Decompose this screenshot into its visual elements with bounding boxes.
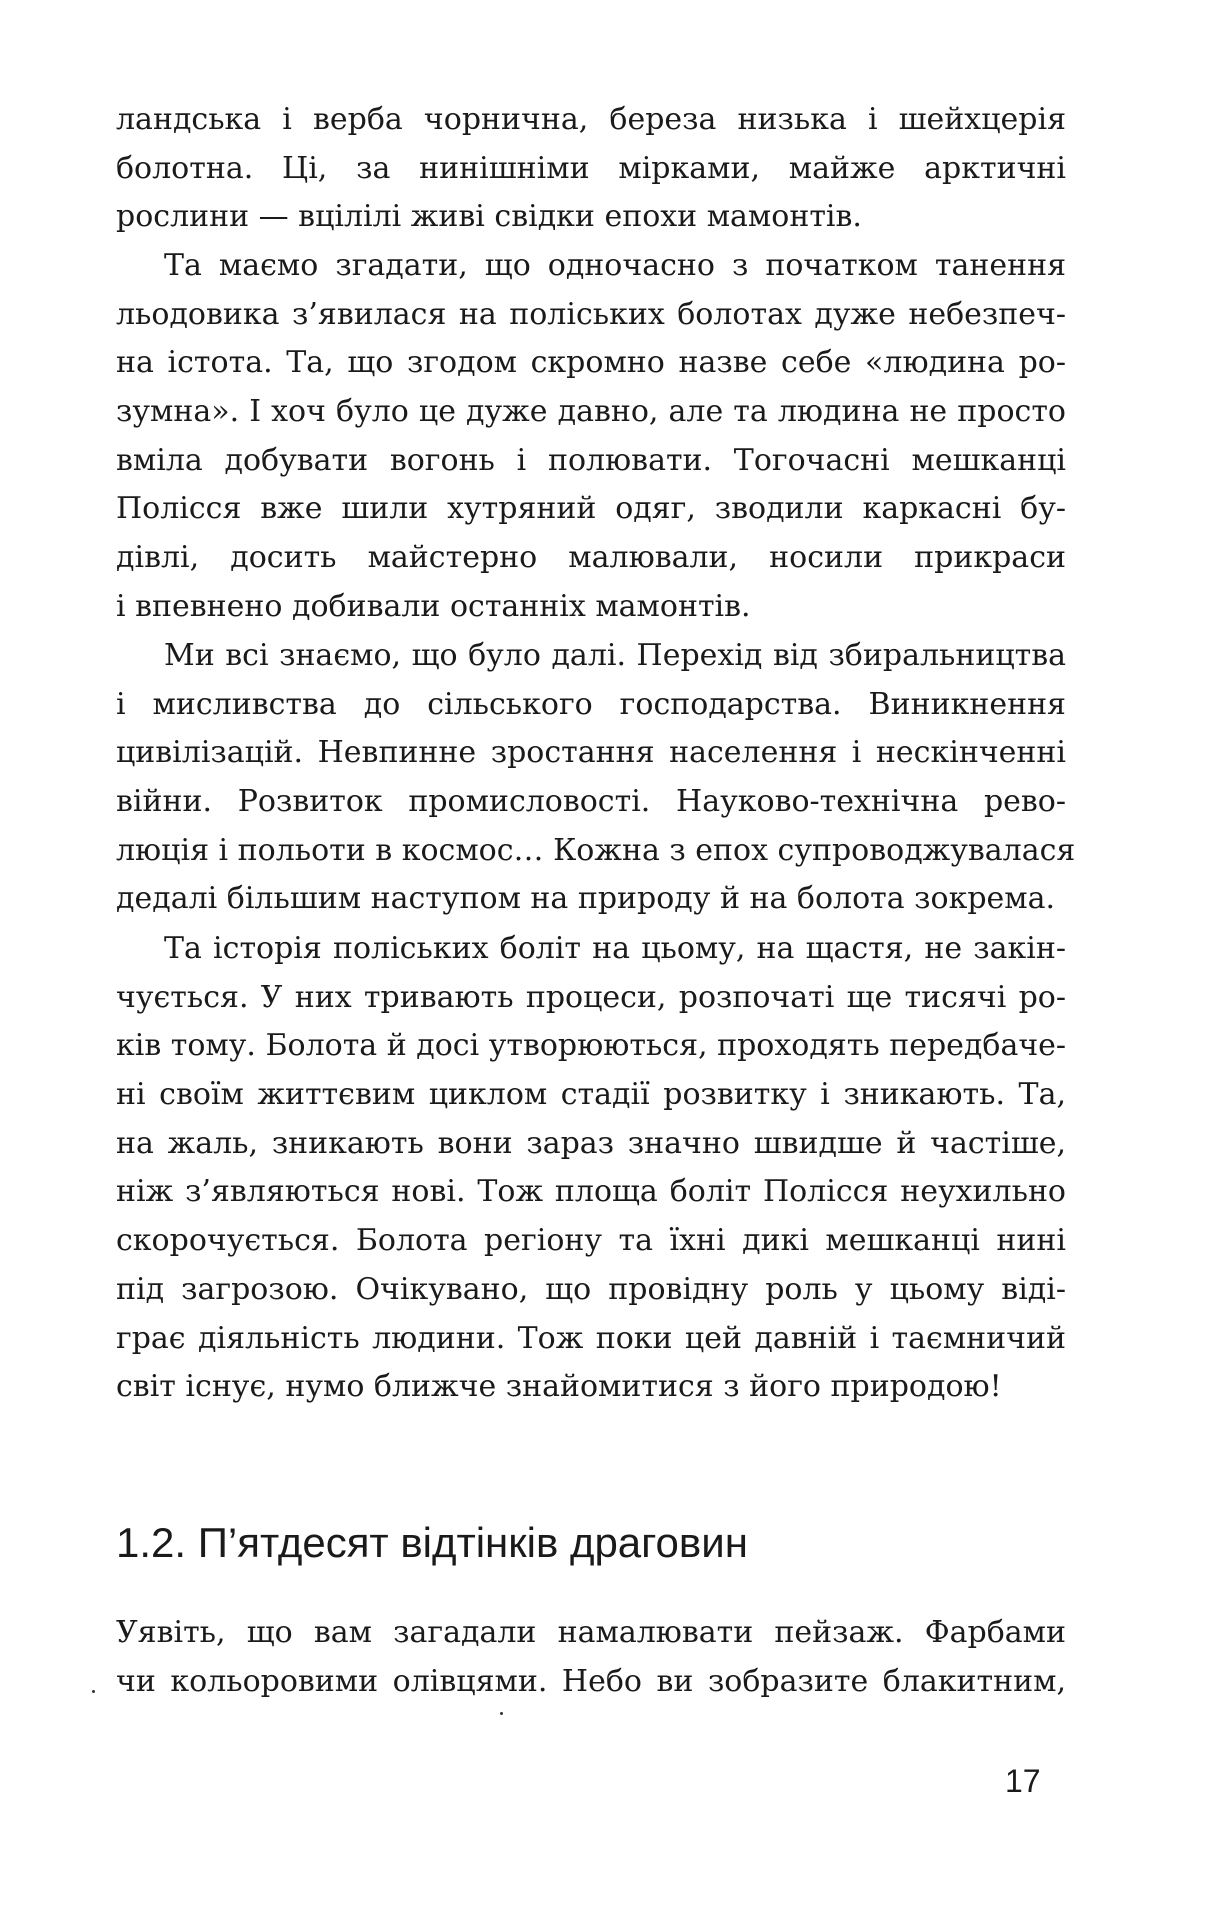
text-line: ніж з’являються нові. Тож площа боліт Полісся неухильно [116,1174,1066,1210]
text-line: цивілізацій. Невпинне зростання населення і нескінченні [116,735,1066,771]
text-line: дівлі, досить майстерно малювали, носили прикраси [116,540,1066,576]
paragraph-1 [116,96,1066,242]
text-line: Та маємо згадати, що одночасно з початком танення [164,248,1066,283]
text-line: Уявіть, що вам загадали намалювати пейзаж. Фарбами [116,1615,1066,1650]
text-line: скорочується. Болота регіону та їхні дикі мешканці нині [116,1223,1066,1259]
paragraph-4 [116,925,1066,1412]
section-heading: 1.2. П’ятдесят відтінків драговин [116,1519,748,1566]
text-line: на жаль, зникають вони зараз значно швидше й частіше, [116,1125,1066,1161]
text-line: на істота. Та, що згодом скромно назве себе «людина ро- [116,345,1066,381]
text-line: зумна». І хоч було це дуже давно, але та людина не просто [116,394,1066,430]
text-line: ків тому. Болота й досі утворюються, проходять передбаче- [116,1028,1067,1064]
scan-speck [92,1690,95,1693]
section-intro-paragraph [116,1609,1066,1706]
page-number: 17 [1005,1763,1041,1799]
text-line: рослини — вцілілі живі свідки епохи мамонтів. [116,199,862,235]
paragraph-2 [116,242,1066,632]
text-line: і впевнено добивали останніх мамонтів. [116,588,751,624]
text-line: під загрозою. Очікувано, що провідну роль у цьому віді- [116,1271,1066,1307]
text-line: чи кольоровими олівцями. Небо ви зобразите блакитним, [116,1663,1066,1699]
text-line: люція і польоти в космос… Кожна з епох супроводжувалася [116,832,1076,868]
text-line: ні своїм життєвим циклом стадії розвитку і зникають. Та, [116,1077,1066,1113]
text-line: ландська і верба чорнична, береза низька і шейхцерія [116,102,1066,137]
text-line: дедалі більшим наступом на природу й на болота зокрема. [116,881,1056,917]
text-line: Полісся вже шили хутряний одяг, зводили каркасні бу- [116,491,1066,527]
text-line: грає діяльність людини. Тож поки цей давній і таємничий [116,1320,1066,1356]
text-line: Та історія поліських боліт на цьому, на щастя, не закін- [164,931,1066,966]
text-line: і мисливства до сільського господарства. Виникнення [116,686,1066,722]
text-line: чується. У них тривають процеси, розпочаті ще тисячі ро- [116,979,1066,1015]
paragraph-3 [116,632,1076,924]
text-line: війни. Розвиток промисловості. Науково-технічна рево- [116,784,1066,820]
text-line: Ми всі знаємо, що було далі. Перехід від збиральництва [164,638,1066,673]
text-line: болотна. Ці, за нинішніми мірками, майже арктичні [116,150,1066,186]
text-line: вміла добувати вогонь і полювати. Тогочасні мешканці [116,442,1066,478]
text-line: льодовика з’явилася на поліських болотах дуже небезпеч- [116,296,1066,332]
text-line: світ існує, нумо ближче знайомитися з його природою! [116,1369,1002,1405]
scan-speck [500,1712,503,1715]
